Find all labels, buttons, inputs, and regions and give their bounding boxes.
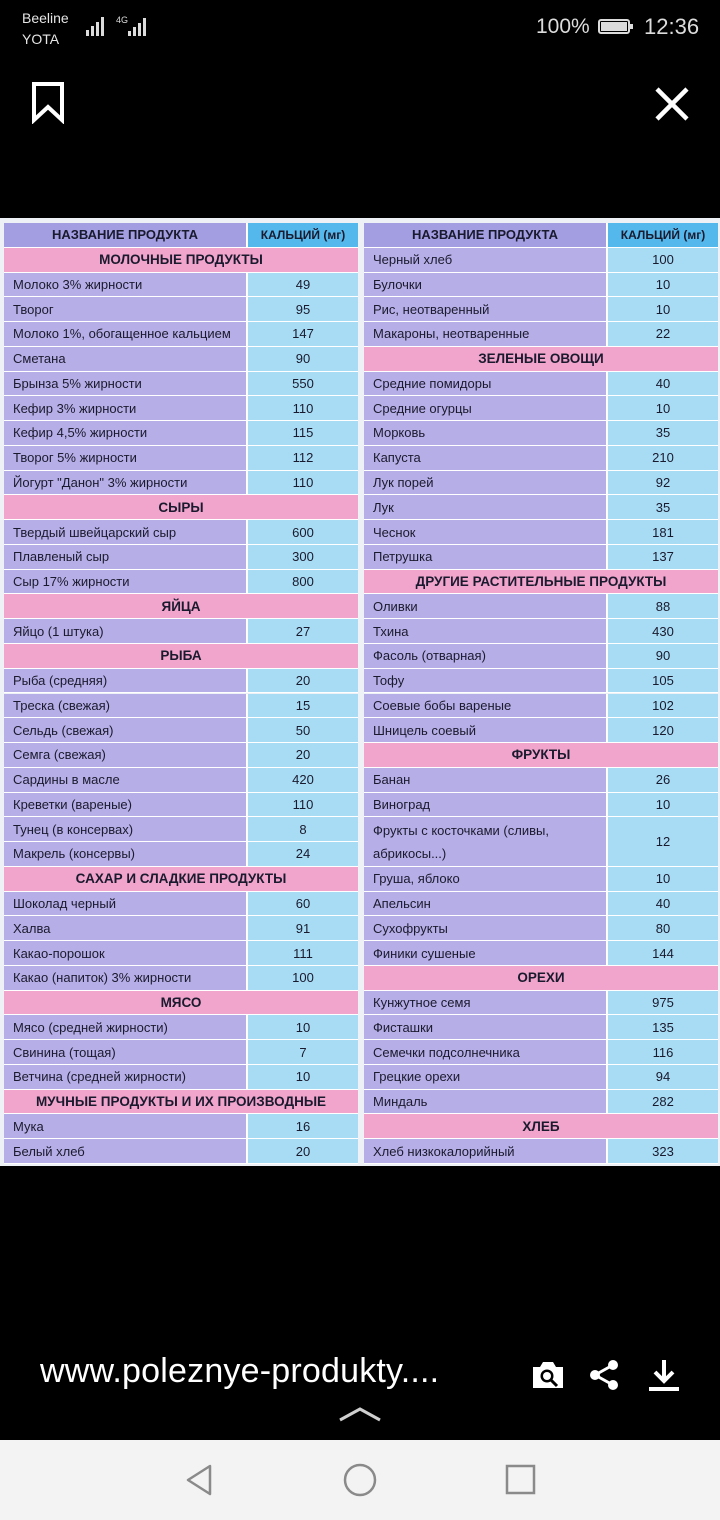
calcium-value: 22 bbox=[608, 322, 718, 346]
calcium-value: 112 bbox=[248, 446, 358, 470]
calcium-value: 88 bbox=[608, 594, 718, 618]
table-row-vetchina-sredney-zhirnosti bbox=[4, 1065, 358, 1090]
expand-details-button[interactable] bbox=[337, 1404, 383, 1424]
table-row-fasol-otvarnaya bbox=[364, 644, 718, 669]
calcium-value: 110 bbox=[248, 793, 358, 817]
calcium-value: 24 bbox=[248, 842, 358, 866]
table-row-treska-svezhaya bbox=[4, 694, 358, 719]
product-name: Креветки (вареные) bbox=[4, 793, 248, 817]
section-title: ХЛЕБ bbox=[522, 1118, 560, 1134]
calcium-value: 282 bbox=[608, 1090, 718, 1114]
calcium-value: 144 bbox=[608, 941, 718, 965]
table-row-krevetki-varenye bbox=[4, 793, 358, 818]
product-name: Шоколад черный bbox=[4, 892, 248, 916]
column-header-calcium: КАЛЬЦИЙ (мг) bbox=[608, 223, 718, 247]
calcium-value: 35 bbox=[608, 495, 718, 519]
section-title: МЯСО bbox=[160, 995, 202, 1011]
table-row-moloko-3-zhirnosti bbox=[4, 273, 358, 298]
product-name: Петрушка bbox=[364, 545, 608, 569]
calcium-value: 10 bbox=[608, 793, 718, 817]
product-name: Тхина bbox=[364, 619, 608, 643]
table-row-kunzhutnoe-semya bbox=[364, 991, 718, 1016]
table-row-tunets-v-konservah bbox=[4, 817, 358, 842]
download-button[interactable] bbox=[645, 1356, 683, 1394]
table-row-finiki-sushenye bbox=[364, 941, 718, 966]
calcium-value: 49 bbox=[248, 273, 358, 297]
calcium-value: 600 bbox=[248, 520, 358, 544]
product-name: Сухофрукты bbox=[364, 916, 608, 940]
product-name: Морковь bbox=[364, 421, 608, 445]
calcium-value: 94 bbox=[608, 1065, 718, 1089]
table-row-kakao-poroshok bbox=[4, 941, 358, 966]
nav-back-button[interactable] bbox=[180, 1460, 220, 1500]
calcium-value: 20 bbox=[248, 669, 358, 693]
product-name: Виноград bbox=[364, 793, 608, 817]
battery-percent: 100% bbox=[536, 15, 590, 38]
table-row-makarony-neotvarennye bbox=[364, 322, 718, 347]
calcium-value: 15 bbox=[248, 694, 358, 718]
calcium-value: 105 bbox=[608, 669, 718, 693]
product-name: Фрукты с косточками (сливы, абрикосы...) bbox=[364, 817, 608, 866]
calcium-value: 120 bbox=[608, 718, 718, 742]
calcium-value: 20 bbox=[248, 1139, 358, 1163]
product-name: Банан bbox=[364, 768, 608, 792]
table-row-syr-17-zhirnosti bbox=[4, 570, 358, 595]
table-row-srednie-pomidory bbox=[364, 372, 718, 397]
product-name: Семечки подсолнечника bbox=[364, 1040, 608, 1064]
table-row-semechki-podsolnechnika bbox=[364, 1040, 718, 1065]
section-myaso bbox=[4, 991, 358, 1016]
table-row-makrel-konservy bbox=[4, 842, 358, 867]
calcium-value: 16 bbox=[248, 1114, 358, 1138]
home-icon bbox=[340, 1460, 380, 1500]
signal-strength-secondary-icon bbox=[128, 14, 148, 38]
product-name: Сметана bbox=[4, 347, 248, 371]
table-row-tverdyy-shveytsarskiy-syr bbox=[4, 520, 358, 545]
product-name: Макароны, неотваренные bbox=[364, 322, 608, 346]
product-name: Рис, неотваренный bbox=[364, 297, 608, 321]
carrier-secondary: YOTA bbox=[22, 31, 60, 47]
nav-recents-button[interactable] bbox=[500, 1460, 540, 1500]
table-row-ryba-srednyaya bbox=[4, 669, 358, 694]
product-name: Сельдь (свежая) bbox=[4, 718, 248, 742]
status-bar bbox=[0, 0, 720, 56]
product-name: Творог bbox=[4, 297, 248, 321]
product-name: Сардины в масле bbox=[4, 768, 248, 792]
calcium-value: 90 bbox=[608, 644, 718, 668]
bookmark-icon bbox=[26, 80, 70, 124]
table-row-plavlenyy-syr bbox=[4, 545, 358, 570]
section-title: САХАР И СЛАДКИЕ ПРОДУКТЫ bbox=[75, 871, 287, 887]
section-title: ЗЕЛЕНЫЕ ОВОЩИ bbox=[478, 351, 604, 367]
table-row-shokolad-chernyy bbox=[4, 892, 358, 917]
calcium-value: 92 bbox=[608, 471, 718, 495]
system-navigation-bar bbox=[0, 1440, 720, 1520]
calcium-value: 40 bbox=[608, 892, 718, 916]
share-icon bbox=[586, 1356, 624, 1394]
table-row-kapusta bbox=[364, 446, 718, 471]
calcium-value: 181 bbox=[608, 520, 718, 544]
product-name: Какао (напиток) 3% жирности bbox=[4, 966, 248, 990]
calcium-value: 95 bbox=[248, 297, 358, 321]
product-name: Кефир 4,5% жирности bbox=[4, 421, 248, 445]
calcium-value: 7 bbox=[248, 1040, 358, 1064]
calcium-value: 420 bbox=[248, 768, 358, 792]
battery-level-fill bbox=[601, 22, 627, 31]
calcium-value: 40 bbox=[608, 372, 718, 396]
product-name: Шницель соевый bbox=[364, 718, 608, 742]
table-row-ris-neotvarennyy bbox=[364, 297, 718, 322]
table-row-smetana bbox=[4, 347, 358, 372]
battery-icon bbox=[598, 19, 630, 34]
calcium-value: 50 bbox=[248, 718, 358, 742]
product-name: Средние помидоры bbox=[364, 372, 608, 396]
product-name: Рыба (средняя) bbox=[4, 669, 248, 693]
section-title: ДРУГИЕ РАСТИТЕЛЬНЫЕ ПРОДУКТЫ bbox=[415, 574, 667, 590]
product-name: Груша, яблоко bbox=[364, 867, 608, 891]
table-row-chesnok bbox=[364, 520, 718, 545]
product-name: Ветчина (средней жирности) bbox=[4, 1065, 248, 1089]
product-name: Лук порей bbox=[364, 471, 608, 495]
section-muchnye-produkty-i-ih-proizvodnye bbox=[4, 1090, 358, 1115]
table-row-gretskie-orehi bbox=[364, 1065, 718, 1090]
table-left-column bbox=[4, 223, 358, 1164]
table-row-soevye-boby-varenye bbox=[364, 694, 718, 719]
product-name: Брынза 5% жирности bbox=[4, 372, 248, 396]
table-row-shnitsel-soevyy bbox=[364, 718, 718, 743]
clock: 12:36 bbox=[644, 14, 700, 39]
product-name: Макрель (консервы) bbox=[4, 842, 248, 866]
calcium-value: 10 bbox=[608, 396, 718, 420]
table-row-luk bbox=[364, 495, 718, 520]
section-frukty bbox=[364, 743, 718, 768]
section-zelenye-ovoschi bbox=[364, 347, 718, 372]
back-icon bbox=[180, 1460, 220, 1500]
calcium-value: 10 bbox=[248, 1065, 358, 1089]
calcium-value: 300 bbox=[248, 545, 358, 569]
product-name: Йогурт "Данон" 3% жирности bbox=[4, 471, 248, 495]
bookmark-button[interactable] bbox=[26, 80, 70, 124]
table-row-tvorog-5-zhirnosti bbox=[4, 446, 358, 471]
calcium-value: 12 bbox=[608, 817, 718, 866]
close-button[interactable] bbox=[648, 80, 696, 128]
table-row-halva bbox=[4, 916, 358, 941]
calcium-value: 10 bbox=[608, 867, 718, 891]
product-name: Семга (свежая) bbox=[4, 743, 248, 767]
calcium-value: 135 bbox=[608, 1015, 718, 1039]
table-row-chernyy-hleb bbox=[364, 248, 718, 273]
calcium-value: 111 bbox=[248, 941, 358, 965]
calcium-value: 115 bbox=[248, 421, 358, 445]
share-button[interactable] bbox=[586, 1356, 624, 1394]
calcium-value: 80 bbox=[608, 916, 718, 940]
product-name: Яйцо (1 штука) bbox=[4, 619, 248, 643]
calcium-value: 800 bbox=[248, 570, 358, 594]
table-row-petrushka bbox=[364, 545, 718, 570]
source-url[interactable]: www.poleznye-produkty.... bbox=[40, 1352, 440, 1390]
table-row-srednie-ogurtsy bbox=[364, 396, 718, 421]
table-row-suhofrukty bbox=[364, 916, 718, 941]
table-row-kakao-napitok-3-zhirnosti bbox=[4, 966, 358, 991]
table-row-sardiny-v-masle bbox=[4, 768, 358, 793]
table-row-yogurt-danon-3-zhirnosti bbox=[4, 471, 358, 496]
download-icon bbox=[645, 1356, 683, 1394]
product-name: Твердый швейцарский сыр bbox=[4, 520, 248, 544]
product-name: Мясо (средней жирности) bbox=[4, 1015, 248, 1039]
column-header-product: НАЗВАНИЕ ПРОДУКТА bbox=[364, 223, 608, 247]
table-row-myaso-sredney-zhirnosti bbox=[4, 1015, 358, 1040]
column-header-calcium: КАЛЬЦИЙ (мг) bbox=[248, 223, 358, 247]
calcium-value: 430 bbox=[608, 619, 718, 643]
carrier-primary: Beeline bbox=[22, 10, 69, 26]
network-type: 4G bbox=[116, 15, 129, 25]
section-title: ФРУКТЫ bbox=[511, 747, 571, 763]
product-name: Халва bbox=[4, 916, 248, 940]
lens-search-button[interactable] bbox=[529, 1356, 567, 1394]
table-row-thina bbox=[364, 619, 718, 644]
product-name: Мука bbox=[4, 1114, 248, 1138]
signal-strength-icon bbox=[86, 14, 108, 38]
table-row-frukty-s-kostochkami-slivy-abrikosy bbox=[364, 817, 718, 867]
section-title: ОРЕХИ bbox=[517, 970, 565, 986]
product-name: Булочки bbox=[364, 273, 608, 297]
product-name: Средние огурцы bbox=[364, 396, 608, 420]
table-row-seld-svezhaya bbox=[4, 718, 358, 743]
product-name: Хлеб низкокалорийный bbox=[364, 1139, 608, 1163]
section-title: МОЛОЧНЫЕ ПРОДУКТЫ bbox=[99, 252, 263, 268]
section-title: МУЧНЫЕ ПРОДУКТЫ И ИХ ПРОИЗВОДНЫЕ bbox=[35, 1094, 327, 1110]
nav-home-button[interactable] bbox=[340, 1460, 380, 1500]
lens-search-icon bbox=[529, 1356, 567, 1394]
calcium-value: 90 bbox=[248, 347, 358, 371]
product-name: Капуста bbox=[364, 446, 608, 470]
section-sahar-i-sladkie-produkty bbox=[4, 867, 358, 892]
table-row-tvorog bbox=[4, 297, 358, 322]
calcium-value: 102 bbox=[608, 694, 718, 718]
section-drugie-rastitelnye-produkty bbox=[364, 570, 718, 595]
section-molochnye-produkty bbox=[4, 248, 358, 273]
product-name: Грецкие орехи bbox=[364, 1065, 608, 1089]
calcium-value: 110 bbox=[248, 471, 358, 495]
calcium-table-image[interactable] bbox=[0, 218, 720, 1166]
product-name: Кунжутное семя bbox=[364, 991, 608, 1015]
table-row-hleb-nizkokaloriynyy bbox=[364, 1139, 718, 1164]
product-name: Соевые бобы вареные bbox=[364, 694, 608, 718]
table-row-luk-porey bbox=[364, 471, 718, 496]
calcium-value: 35 bbox=[608, 421, 718, 445]
calcium-value: 116 bbox=[608, 1040, 718, 1064]
table-row-moloko-1-obogaschennoe-kaltsiem bbox=[4, 322, 358, 347]
calcium-value: 137 bbox=[608, 545, 718, 569]
recents-icon bbox=[500, 1460, 540, 1500]
product-name: Черный хлеб bbox=[364, 248, 608, 272]
calcium-value: 26 bbox=[608, 768, 718, 792]
table-row-grusha-yabloko bbox=[364, 867, 718, 892]
product-name: Тофу bbox=[364, 669, 608, 693]
table-row-kefir-3-zhirnosti bbox=[4, 396, 358, 421]
table-right-column bbox=[364, 223, 718, 1164]
table-row-vinograd bbox=[364, 793, 718, 818]
table-row-semga-svezhaya bbox=[4, 743, 358, 768]
table-row-muka bbox=[4, 1114, 358, 1139]
product-name: Фасоль (отварная) bbox=[364, 644, 608, 668]
table-header-right bbox=[364, 223, 718, 248]
table-row-olivki bbox=[364, 594, 718, 619]
product-name: Какао-порошок bbox=[4, 941, 248, 965]
calcium-value: 10 bbox=[248, 1015, 358, 1039]
product-name: Творог 5% жирности bbox=[4, 446, 248, 470]
product-name: Апельсин bbox=[364, 892, 608, 916]
table-header-left bbox=[4, 223, 358, 248]
calcium-value: 27 bbox=[248, 619, 358, 643]
section-hleb bbox=[364, 1114, 718, 1139]
calcium-value: 550 bbox=[248, 372, 358, 396]
table-row-yaytso-1-shtuka bbox=[4, 619, 358, 644]
table-row-svinina-toschaya bbox=[4, 1040, 358, 1065]
section-yaytsa bbox=[4, 594, 358, 619]
product-name: Сыр 17% жирности bbox=[4, 570, 248, 594]
product-name: Плавленый сыр bbox=[4, 545, 248, 569]
section-title: СЫРЫ bbox=[158, 499, 204, 515]
product-name: Молоко 3% жирности bbox=[4, 273, 248, 297]
calcium-value: 110 bbox=[248, 396, 358, 420]
column-header-product: НАЗВАНИЕ ПРОДУКТА bbox=[4, 223, 248, 247]
calcium-value: 210 bbox=[608, 446, 718, 470]
calcium-value: 60 bbox=[248, 892, 358, 916]
product-name: Чеснок bbox=[364, 520, 608, 544]
product-name: Кефир 3% жирности bbox=[4, 396, 248, 420]
product-name: Лук bbox=[364, 495, 608, 519]
product-name: Белый хлеб bbox=[4, 1139, 248, 1163]
table-row-bulochki bbox=[364, 273, 718, 298]
table-row-morkov bbox=[364, 421, 718, 446]
section-orehi bbox=[364, 966, 718, 991]
calcium-value: 147 bbox=[248, 322, 358, 346]
product-name: Тунец (в консервах) bbox=[4, 817, 248, 841]
calcium-value: 323 bbox=[608, 1139, 718, 1163]
section-ryba bbox=[4, 644, 358, 669]
calcium-value: 100 bbox=[248, 966, 358, 990]
calcium-value: 10 bbox=[608, 297, 718, 321]
section-title: ЯЙЦА bbox=[161, 598, 201, 614]
product-name: Свинина (тощая) bbox=[4, 1040, 248, 1064]
section-title: РЫБА bbox=[160, 648, 202, 664]
close-icon bbox=[648, 80, 696, 128]
calcium-value: 100 bbox=[608, 248, 718, 272]
section-syry bbox=[4, 495, 358, 520]
table-row-fistashki bbox=[364, 1015, 718, 1040]
product-name: Финики сушеные bbox=[364, 941, 608, 965]
table-row-brynza-5-zhirnosti bbox=[4, 372, 358, 397]
table-row-apelsin bbox=[364, 892, 718, 917]
chevron-up-icon bbox=[337, 1404, 383, 1424]
calcium-value: 91 bbox=[248, 916, 358, 940]
calcium-value: 10 bbox=[608, 273, 718, 297]
product-name: Молоко 1%, обогащенное кальцием bbox=[4, 322, 248, 346]
product-name: Миндаль bbox=[364, 1090, 608, 1114]
table-row-belyy-hleb bbox=[4, 1139, 358, 1164]
table-row-tofu bbox=[364, 669, 718, 694]
calcium-value: 975 bbox=[608, 991, 718, 1015]
table-row-kefir-4-5-zhirnosti bbox=[4, 421, 358, 446]
table-row-banan bbox=[364, 768, 718, 793]
table-row-mindal bbox=[364, 1090, 718, 1115]
product-name: Фисташки bbox=[364, 1015, 608, 1039]
product-name: Треска (свежая) bbox=[4, 694, 248, 718]
calcium-value: 8 bbox=[248, 817, 358, 841]
product-name: Оливки bbox=[364, 594, 608, 618]
calcium-value: 20 bbox=[248, 743, 358, 767]
